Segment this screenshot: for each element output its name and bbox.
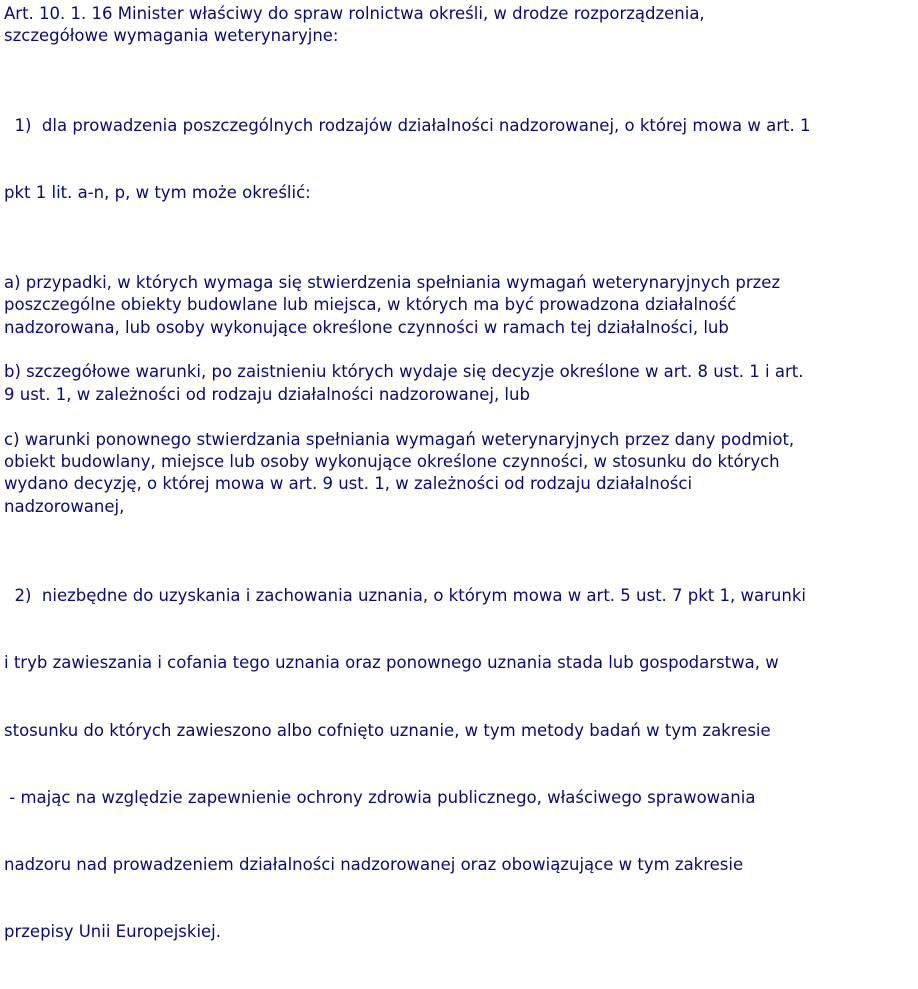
text-line: - mając na względzie zapewnienie ochrony zdrowia publicznego, właściwego sprawowania [4,787,756,807]
paragraph-spacer [4,518,916,540]
article-heading [4,3,916,48]
text-line: Art. 10. 1. 16 Minister właściwy do spraw rolnictwa określi, w drodze rozporządzenia, [4,4,705,23]
text-line: wydano decyzję, o której mowa w art. 9 ust. 1, w zależności od rodzaju działalności [4,474,693,494]
text-line: stosunku do których zawieszono albo cofnięto uznanie, w tym metody badań w tym zakresie [4,720,771,740]
text-line: b) szczegółowe warunki, po zaistnieniu których wydaje się decyzje określone w art. 8 ust. 1 i art. [4,362,804,382]
text-line: 2) niezbędne do uzyskania i zachowania uznania, o którym mowa w art. 5 ust. 7 pkt 1, warunki [4,586,806,606]
point-1 [4,70,916,249]
letter-a [4,272,916,339]
paragraph-spacer [4,406,916,428]
text-line: obiekt budowlany, miejsce lub osoby wykonujące określone czynności, w stosunku do których [4,451,780,471]
text-line: nadzorowanej, [4,496,125,516]
text-line: nadzorowana, lub osoby wykonujące określone czynności w ramach tej działalności, lub [4,317,729,337]
text-line: poszczególne obiekty budowlane lub miejsca, w których ma być prowadzona działalność [4,295,737,315]
letter-c [4,429,916,519]
text-line: przepisy Unii Europejskiej. [4,922,222,942]
text-line: 1) dla prowadzenia poszczególnych rodzajów działalności nadzorowanej, o której mowa w art. 1 [4,115,811,135]
text-line: szczegółowe wymagania weterynaryjne: [4,26,339,46]
paragraph-spacer [4,249,916,271]
text-line: i tryb zawieszania i cofania tego uznania oraz ponownego uznania stada lub gospodarstwa, w [4,653,779,673]
text-line: pkt 1 lit. a-n, p, w tym może określić: [4,183,311,203]
text-line: c) warunki ponownego stwierdzania spełniania wymagań weterynaryjnych przez dany podmiot, [4,429,795,449]
text-line: 9 ust. 1, w zależności od rodzaju działalności nadzorowanej, lub [4,384,530,404]
legal-document [4,3,916,989]
text-line: a) przypadki, w których wymaga się stwierdzenia spełniania wymagań weterynaryjnych przez [4,272,781,292]
text-line: nadzoru nad prowadzeniem działalności nadzorowanej oraz obowiązujące w tym zakresie [4,855,744,875]
paragraph-spacer [4,339,916,361]
paragraph-spacer [4,48,916,70]
letter-b [4,361,916,406]
point-2 [4,540,916,988]
